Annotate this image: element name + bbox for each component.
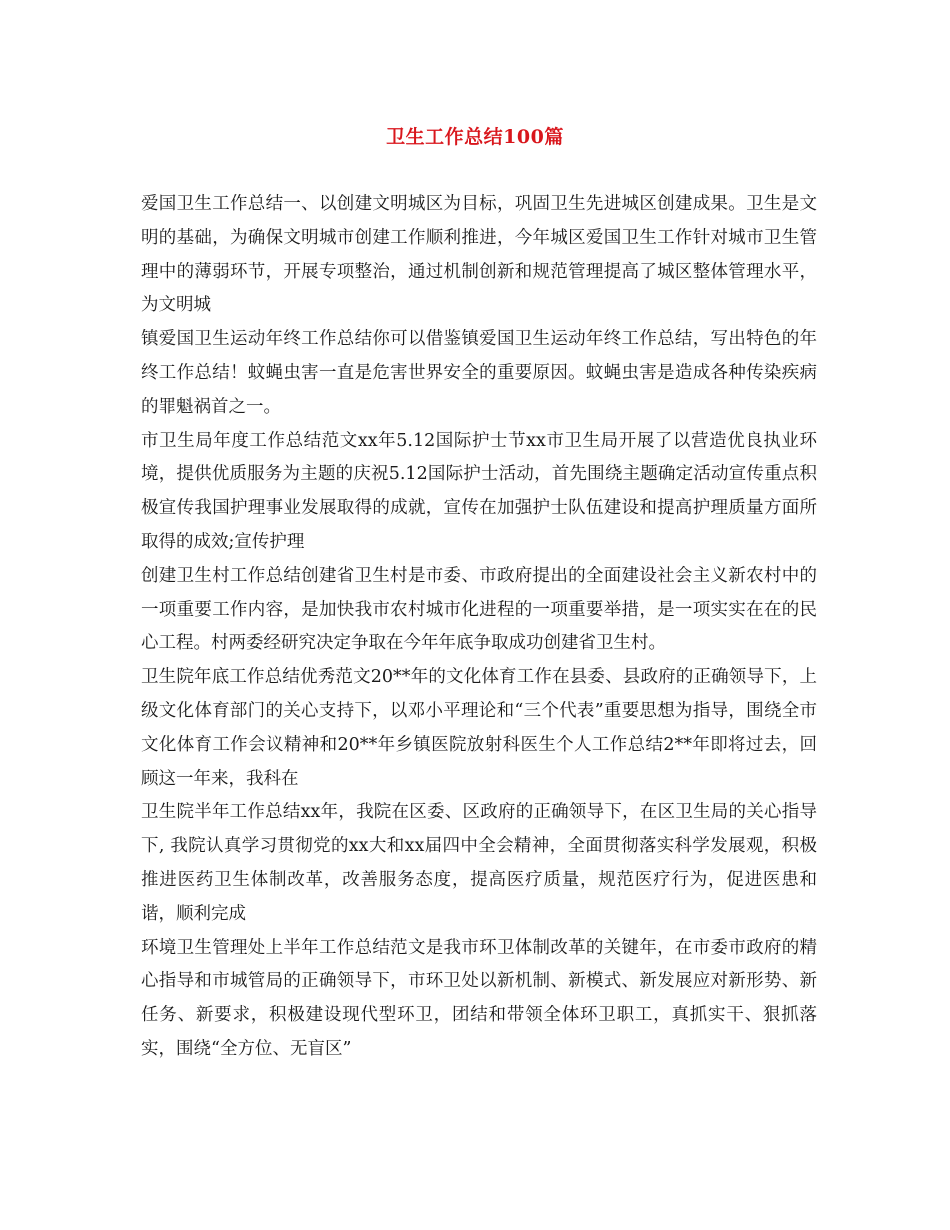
document-title: 卫生工作总结100篇 [386, 126, 564, 148]
paragraph-5: 卫生院年底工作总结优秀范文20**年的文化体育工作在县委、县政府的正确领导下，上级文化体育部门的关心支持下，以邓小平理论和“三个代表”重要思想为指导，围绕全市文化体育工作会议精神和20**年乡镇医院放射科医生个人工作总结2**年即将过去，回顾这一年来，我科在 [141, 667, 817, 789]
paragraph-1: 爱国卫生工作总结一、以创建文明城区为目标，巩固卫生先进城区创建成果。卫生是文明的基础，为确保文明城市创建工作顺利推进，今年城区爱国卫生工作针对城市卫生管理中的薄弱环节，开展专项整治，通过机制创新和规范管理提高了城区整体管理水平，为文明城 [141, 194, 817, 316]
paragraph-3: 市卫生局年度工作总结范文xx年5.12国际护士节xx市卫生局开展了以营造优良执业环境，提供优质服务为主题的庆祝5.12国际护士活动，首先围绕主题确定活动宣传重点积极宣传我国护理事业发展取得的成就，宣传在加强护士队伍建设和提高护理质量方面所取得的成效;宣传护理 [141, 430, 817, 552]
paragraph-7: 环境卫生管理处上半年工作总结范文是我市环卫体制改革的关键年，在市委市政府的精心指导和市城管局的正确领导下，市环卫处以新机制、新模式、新发展应对新形势、新任务、新要求，积极建设现代型环卫，团结和带领全体环卫职工，真抓实干、狠抓落实，围绕“全方位、无盲区” [141, 937, 817, 1059]
paragraph-6: 卫生院半年工作总结xx年，我院在区委、区政府的正确领导下，在区卫生局的关心指导下, 我院认真学习贯彻党的xx大和xx届四中全会精神，全面贯彻落实科学发展观，积极推进医药卫生体制改革，改善服务态度，提高医疗质量，规范医疗行为，促进医患和谐，顺利完成 [141, 802, 817, 924]
paragraph-2: 镇爱国卫生运动年终工作总结你可以借鉴镇爱国卫生运动年终工作总结，写出特色的年终工作总结！蚊蝇虫害一直是危害世界安全的重要原因。蚊蝇虫害是造成各种传染疾病的罪魁祸首之一。 [141, 329, 817, 417]
document-body [141, 188, 817, 1067]
paragraph-4: 创建卫生村工作总结创建省卫生村是市委、市政府提出的全面建设社会主义新农村中的一项重要工作内容，是加快我市农村城市化进程的一项重要举措，是一项实实在在的民心工程。村两委经研究决定争取在今年年底争取成功创建省卫生村。 [141, 565, 817, 654]
